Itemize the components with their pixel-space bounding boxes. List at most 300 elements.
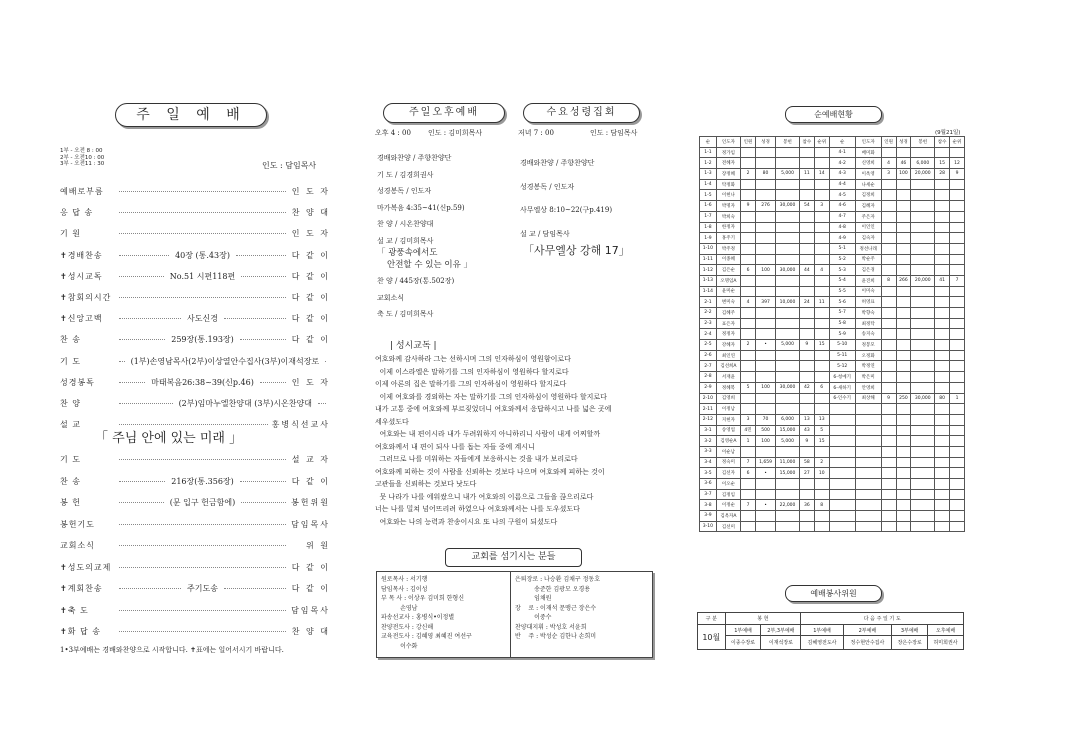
attendance-cell [814, 521, 829, 532]
order-label: 응 답 송 [60, 208, 94, 218]
attendance-cell: 윤미순 [716, 286, 740, 297]
attendance-cell: 정선나래 [855, 243, 881, 254]
reading-line: 세우셨도다 [375, 417, 409, 426]
attendance-cell: 2-1 [700, 297, 717, 308]
attendance-cell: 5-9 [829, 329, 855, 340]
attendance-cell [776, 308, 800, 319]
attendance-cell [881, 457, 896, 468]
attendance-cell [829, 479, 855, 490]
attendance-cell: 30,000 [776, 382, 800, 393]
attendance-cell [799, 179, 814, 190]
attendance-cell: 30,000 [776, 265, 800, 276]
attendance-cell: 3-5 [700, 468, 717, 479]
attendance-cell: 이종혜 [716, 254, 740, 265]
dot-leader [240, 481, 286, 482]
attendance-cell [855, 436, 881, 447]
attendance-cell: 1-1 [700, 147, 717, 158]
attendance-cell: 박주정 [716, 243, 740, 254]
wed-item: 경배와찬양 / 주향찬양단 [520, 159, 595, 167]
attendance-cell: 5 [741, 382, 756, 393]
attendance-cell [829, 489, 855, 500]
pm-item: 성경봉독 / 인도자 [377, 187, 432, 195]
attendance-cell [935, 479, 950, 490]
attendance-cell [799, 393, 814, 404]
attendance-cell: 20,000 [911, 275, 935, 286]
attendance-cell [950, 361, 965, 372]
attendance-cell: 4-4 [829, 179, 855, 190]
attendance-cell [896, 201, 911, 212]
reading-line: 이제 아론의 집은 말하기를 그의 인자하심이 영원하다 할지로다 [375, 380, 567, 388]
attendance-cell [911, 446, 935, 457]
order-label: 기 도 [60, 455, 81, 464]
attendance-cell: 송지숙 [855, 329, 881, 340]
attendance-cell [755, 393, 775, 404]
attendance-cell [935, 414, 950, 425]
attendance-cell: 3-9 [700, 511, 717, 522]
order-row [60, 313, 330, 324]
attendance-cell [814, 446, 829, 457]
dot-leader [119, 545, 286, 546]
attendance-cell: 1 [741, 436, 756, 447]
attendance-cell: 송영업 [716, 425, 740, 436]
order-leader: 설 교 자 [291, 455, 330, 464]
attendance-cell [741, 286, 756, 297]
attendance-cell [896, 382, 911, 393]
attendance-cell [950, 147, 965, 158]
reading-line: 여호와께 피하는 것이 사람을 신뢰하는 것보다 나으며 여호와께 피하는 것이 [375, 467, 605, 476]
attendance-cell [881, 468, 896, 479]
servants-right [515, 575, 600, 642]
attendance-cell [950, 254, 965, 265]
table-row [700, 479, 965, 490]
attendance-cell [776, 211, 800, 222]
order-leader: 다 같 이 [291, 584, 331, 593]
service-table [697, 612, 964, 650]
attendance-cell: 500 [755, 425, 775, 436]
attendance-cell: 5 [814, 425, 829, 436]
attendance-cell: 지현자 [716, 414, 740, 425]
attendance-cell [799, 318, 814, 329]
attendance-title: 순예배현황 [785, 106, 882, 123]
attendance-cell [935, 211, 950, 222]
attendance-cell [911, 233, 935, 244]
attendance-cell [741, 489, 756, 500]
attendance-cell [911, 361, 935, 372]
attendance-cell [755, 286, 775, 297]
servant-line: 원로목사 : 서기행 [381, 576, 428, 583]
attendance-cell [881, 414, 896, 425]
attendance-cell [896, 500, 911, 511]
table-row [700, 457, 965, 468]
wed-item: 설 교 / 담임목사 [520, 229, 570, 238]
attendance-cell [935, 340, 950, 351]
attendance-header: 인도자 [855, 137, 881, 148]
attendance-cell: 12 [950, 158, 965, 169]
attendance-cell [896, 211, 911, 222]
attendance-cell [799, 489, 814, 500]
attendance-cell [950, 329, 965, 340]
attendance-cell [881, 521, 896, 532]
table-row [700, 340, 965, 351]
order-leader: 인 도 자 [291, 377, 331, 387]
attendance-cell [799, 243, 814, 254]
attendance-cell: 15 [935, 158, 950, 169]
attendance-cell [799, 521, 814, 532]
order-detail: No.51 시편118편 [169, 271, 236, 281]
attendance-cell [799, 479, 814, 490]
attendance-cell [950, 382, 965, 393]
attendance-header-row [700, 137, 965, 148]
attendance-cell [776, 147, 800, 158]
dot-leader [325, 361, 326, 362]
attendance-cell [799, 147, 814, 158]
attendance-cell: 3-8 [700, 500, 717, 511]
attendance-cell: 1-10 [700, 243, 717, 254]
attendance-cell: 10,000 [776, 297, 800, 308]
attendance-cell: 김선희A [716, 361, 740, 372]
attendance-cell [799, 361, 814, 372]
reading-line: 뭇 나라가 나를 에워쌌으니 내가 여호와의 이름으로 그들을 끊으리로다 [375, 492, 594, 501]
wed-item: 사무엘상 8:10~22(구p.419) [520, 206, 613, 214]
attendance-cell [855, 521, 881, 532]
table-row [700, 147, 965, 158]
attendance-cell: 4 [814, 265, 829, 276]
attendance-cell [950, 350, 965, 361]
attendance-cell [935, 201, 950, 212]
attendance-cell: 1-13 [700, 275, 717, 286]
dot-leader [119, 567, 286, 568]
attendance-cell: 80 [935, 393, 950, 404]
attendance-cell [814, 147, 829, 158]
servant-line: 찬양전도사 : 강신해 [381, 623, 434, 631]
attendance-cell [911, 243, 935, 254]
attendance-cell [814, 361, 829, 372]
attendance-cell [829, 468, 855, 479]
attendance-cell [799, 329, 814, 340]
attendance-cell [911, 211, 935, 222]
main-preacher: 인도 : 담임목사 [262, 161, 317, 170]
attendance-cell: 2-3 [700, 318, 717, 329]
attendance-cell: 김영희 [716, 393, 740, 404]
attendance-cell [741, 393, 756, 404]
attendance-cell [755, 350, 775, 361]
dot-leader [119, 212, 286, 213]
attendance-cell [896, 425, 911, 436]
attendance-cell [829, 500, 855, 511]
order-row [60, 605, 330, 616]
service-note: 1•3부예배는 경배와찬양으로 시작합니다. ✝표에는 일어서시기 바랍니다. [60, 646, 284, 654]
attendance-cell [911, 201, 935, 212]
order-row [60, 377, 330, 388]
table-row [700, 425, 965, 436]
attendance-cell: 변미숙 [716, 297, 740, 308]
service-h-offering: 봉 헌 [725, 613, 801, 625]
attendance-cell [855, 414, 881, 425]
order-label: 기 도 [60, 356, 81, 366]
dot-leader [119, 255, 169, 256]
attendance-cell: 1 [950, 393, 965, 404]
attendance-header: 인원 [741, 137, 756, 148]
attendance-cell: 100 [755, 265, 775, 276]
service-sub: 2부예배 [843, 625, 892, 636]
attendance-cell [911, 222, 935, 233]
attendance-cell: 1,659 [755, 457, 775, 468]
attendance-cell: 3-6 [700, 479, 717, 490]
pm-time: 오후 4 : 00 [375, 129, 411, 137]
attendance-cell: 박명자 [716, 201, 740, 212]
attendance-header: 인도자 [716, 137, 740, 148]
order-row [60, 476, 330, 487]
attendance-cell: 70 [755, 414, 775, 425]
order-detail: 주기도송 [187, 584, 218, 593]
servants-divider [510, 572, 511, 657]
order-label: 봉헌기도 [60, 519, 95, 529]
attendance-cell [829, 511, 855, 522]
attendance-cell: 4-1 [829, 147, 855, 158]
attendance-cell: 36 [799, 500, 814, 511]
servant-line: 부 목 사 : 이상우 김미희 한형신 [381, 595, 465, 602]
order-label: ✝성시교독 [60, 271, 103, 281]
attendance-cell [855, 425, 881, 436]
order-row [60, 540, 330, 551]
attendance-cell: 허영표 [855, 297, 881, 308]
order-label: 성경봉독 [60, 377, 95, 387]
attendance-cell: 5-2 [829, 254, 855, 265]
attendance-cell: 15 [814, 436, 829, 447]
attendance-cell: 2 [814, 457, 829, 468]
attendance-cell: 3-10 [700, 521, 717, 532]
attendance-cell [950, 521, 965, 532]
attendance-cell [881, 350, 896, 361]
reading-line: 고관들을 신뢰하는 것보다 낫도다 [375, 480, 477, 488]
attendance-cell [881, 340, 896, 351]
attendance-cell [755, 179, 775, 190]
attendance-cell: 9 [950, 169, 965, 180]
attendance-cell [881, 211, 896, 222]
attendance-header: 참수 [935, 137, 950, 148]
attendance-cell [799, 511, 814, 522]
order-row [60, 334, 330, 345]
attendance-cell: 주은자 [855, 211, 881, 222]
reading-line: 여호와는 내 편이시라 내가 두려워하지 아니하리니 사람이 내게 어찌할까 [375, 430, 601, 438]
attendance-cell [755, 489, 775, 500]
attendance-cell: 1-7 [700, 211, 717, 222]
attendance-cell [829, 446, 855, 457]
pm-item: 찬 양 / 시온찬양대 [377, 220, 434, 228]
attendance-cell: 강혜자 [716, 340, 740, 351]
attendance-cell [799, 211, 814, 222]
attendance-cell [935, 308, 950, 319]
order-row [60, 562, 330, 573]
attendance-cell [776, 254, 800, 265]
service-sub: 1부예배 [801, 625, 843, 636]
attendance-cell [950, 265, 965, 276]
servants-title: 교회를 섬기시는 분들 [445, 548, 582, 567]
reading-line: 여호와께서 내 편이 되사 나를 돕는 자들 중에 계시니 [375, 442, 535, 451]
attendance-cell: 1-14 [700, 286, 717, 297]
attendance-cell [935, 500, 950, 511]
attendance-cell: 9 [799, 340, 814, 351]
order-leader: 인 도 자 [291, 187, 330, 196]
attendance-cell [755, 233, 775, 244]
attendance-cell: 전혜자 [716, 158, 740, 169]
attendance-cell [776, 446, 800, 457]
attendance-cell [935, 372, 950, 383]
order-row [60, 356, 330, 367]
attendance-cell [755, 521, 775, 532]
attendance-cell: 김정희 [855, 190, 881, 201]
dot-leader [119, 339, 165, 340]
service-name: 김혜영전도사 [801, 636, 843, 650]
servant-line: 이수화 [381, 642, 418, 650]
attendance-cell [911, 457, 935, 468]
wed-service-title: 수요성령집회 [523, 103, 640, 123]
attendance-cell [814, 286, 829, 297]
attendance-cell: 4-6 [829, 201, 855, 212]
pm-order [377, 150, 465, 249]
table-row [700, 265, 965, 276]
attendance-cell [950, 179, 965, 190]
attendance-cell: 4민 [741, 425, 756, 436]
attendance-cell [855, 489, 881, 500]
attendance-cell: 7 [950, 275, 965, 286]
attendance-cell: 22,000 [776, 500, 800, 511]
attendance-cell: 397 [755, 297, 775, 308]
order-label: 찬 양 [60, 399, 81, 408]
attendance-cell [935, 147, 950, 158]
attendance-cell [935, 254, 950, 265]
attendance-cell [776, 222, 800, 233]
attendance-cell: 11 [814, 297, 829, 308]
attendance-cell: 266 [896, 275, 911, 286]
pm-item: 축 도 / 김미희목사 [377, 310, 434, 318]
servants-box [376, 571, 653, 658]
attendance-cell: 2-12 [700, 414, 717, 425]
attendance-cell: 80 [755, 169, 775, 180]
attendance-cell: 신영희 [855, 158, 881, 169]
attendance-cell: 김혜자 [855, 201, 881, 212]
attendance-cell [896, 243, 911, 254]
attendance-cell: 4 [741, 297, 756, 308]
attendance-cell [950, 404, 965, 415]
attendance-cell [911, 265, 935, 276]
attendance-cell [741, 275, 756, 286]
servant-line: 송준한 김광모 오경용 [515, 585, 591, 593]
attendance-cell [881, 147, 896, 158]
table-row [700, 489, 965, 500]
attendance-cell [814, 275, 829, 286]
dot-leader [119, 318, 181, 319]
attendance-cell: 5,000 [776, 169, 800, 180]
attendance-cell [829, 414, 855, 425]
attendance-cell [741, 404, 756, 415]
attendance-cell [935, 350, 950, 361]
service-times [60, 148, 104, 168]
attendance-cell: 6-새하기 [829, 382, 855, 393]
table-row [700, 297, 965, 308]
attendance-cell [755, 308, 775, 319]
dot-leader [260, 382, 286, 383]
attendance-cell [755, 190, 775, 201]
wed-lead: 인도 : 담임목사 [590, 129, 638, 137]
attendance-cell [935, 297, 950, 308]
order-detail: 259장(통.193장) [171, 335, 234, 345]
attendance-cell: 5,000 [776, 436, 800, 447]
attendance-cell: 15,000 [776, 425, 800, 436]
attendance-cell: 1-12 [700, 265, 717, 276]
attendance-cell [741, 318, 756, 329]
servant-line: 임채원 [515, 595, 552, 602]
reading-line: 이제 여호와를 경외하는 자는 말하기를 그의 인자하심이 영원하다 할지로다 [375, 392, 607, 401]
order-leader: 찬 양 대 [291, 627, 330, 636]
dot-leader [119, 361, 125, 362]
attendance-cell [911, 297, 935, 308]
order-leader: 인 도 자 [291, 229, 330, 239]
attendance-cell [776, 350, 800, 361]
attendance-cell [950, 201, 965, 212]
attendance-cell [950, 308, 965, 319]
attendance-cell: 안영희 [855, 382, 881, 393]
attendance-cell [741, 233, 756, 244]
attendance-cell [896, 468, 911, 479]
attendance-cell [896, 233, 911, 244]
attendance-cell [935, 243, 950, 254]
order-row [60, 398, 330, 409]
attendance-cell [755, 254, 775, 265]
order-leader: 다 같 이 [291, 335, 331, 345]
attendance-table [699, 136, 965, 532]
attendance-cell: 2-8 [700, 372, 717, 383]
order-row [60, 519, 330, 530]
attendance-cell: 7 [741, 457, 756, 468]
order-leader: 찬 양 대 [291, 208, 330, 218]
attendance-cell [935, 511, 950, 522]
attendance-cell [881, 254, 896, 265]
attendance-cell [741, 361, 756, 372]
attendance-cell [896, 372, 911, 383]
attendance-cell [950, 222, 965, 233]
attendance-cell [741, 222, 756, 233]
attendance-header: 봉헌 [776, 137, 800, 148]
attendance-cell [855, 446, 881, 457]
attendance-cell [911, 254, 935, 265]
attendance-cell [881, 500, 896, 511]
attendance-cell [741, 190, 756, 201]
attendance-cell: 6,000 [911, 158, 935, 169]
attendance-cell: 100 [755, 436, 775, 447]
attendance-cell [950, 425, 965, 436]
attendance-cell [814, 318, 829, 329]
order-leader: 다 같 이 [291, 250, 330, 260]
attendance-cell [950, 286, 965, 297]
attendance-cell: 1-5 [700, 190, 717, 201]
attendance-cell: 김은경 [855, 265, 881, 276]
attendance-cell [814, 308, 829, 319]
attendance-cell [950, 436, 965, 447]
attendance-cell: 이정남 [716, 404, 740, 415]
attendance-cell [935, 457, 950, 468]
attendance-cell [855, 500, 881, 511]
attendance-cell [935, 233, 950, 244]
order-detail: 사도신경 [187, 314, 218, 324]
attendance-cell: 11 [799, 169, 814, 180]
attendance-cell [755, 329, 775, 340]
dot-leader [224, 318, 286, 319]
attendance-cell [741, 254, 756, 265]
attendance-cell [799, 254, 814, 265]
attendance-cell: 장정혜 [716, 169, 740, 180]
attendance-cell [896, 446, 911, 457]
